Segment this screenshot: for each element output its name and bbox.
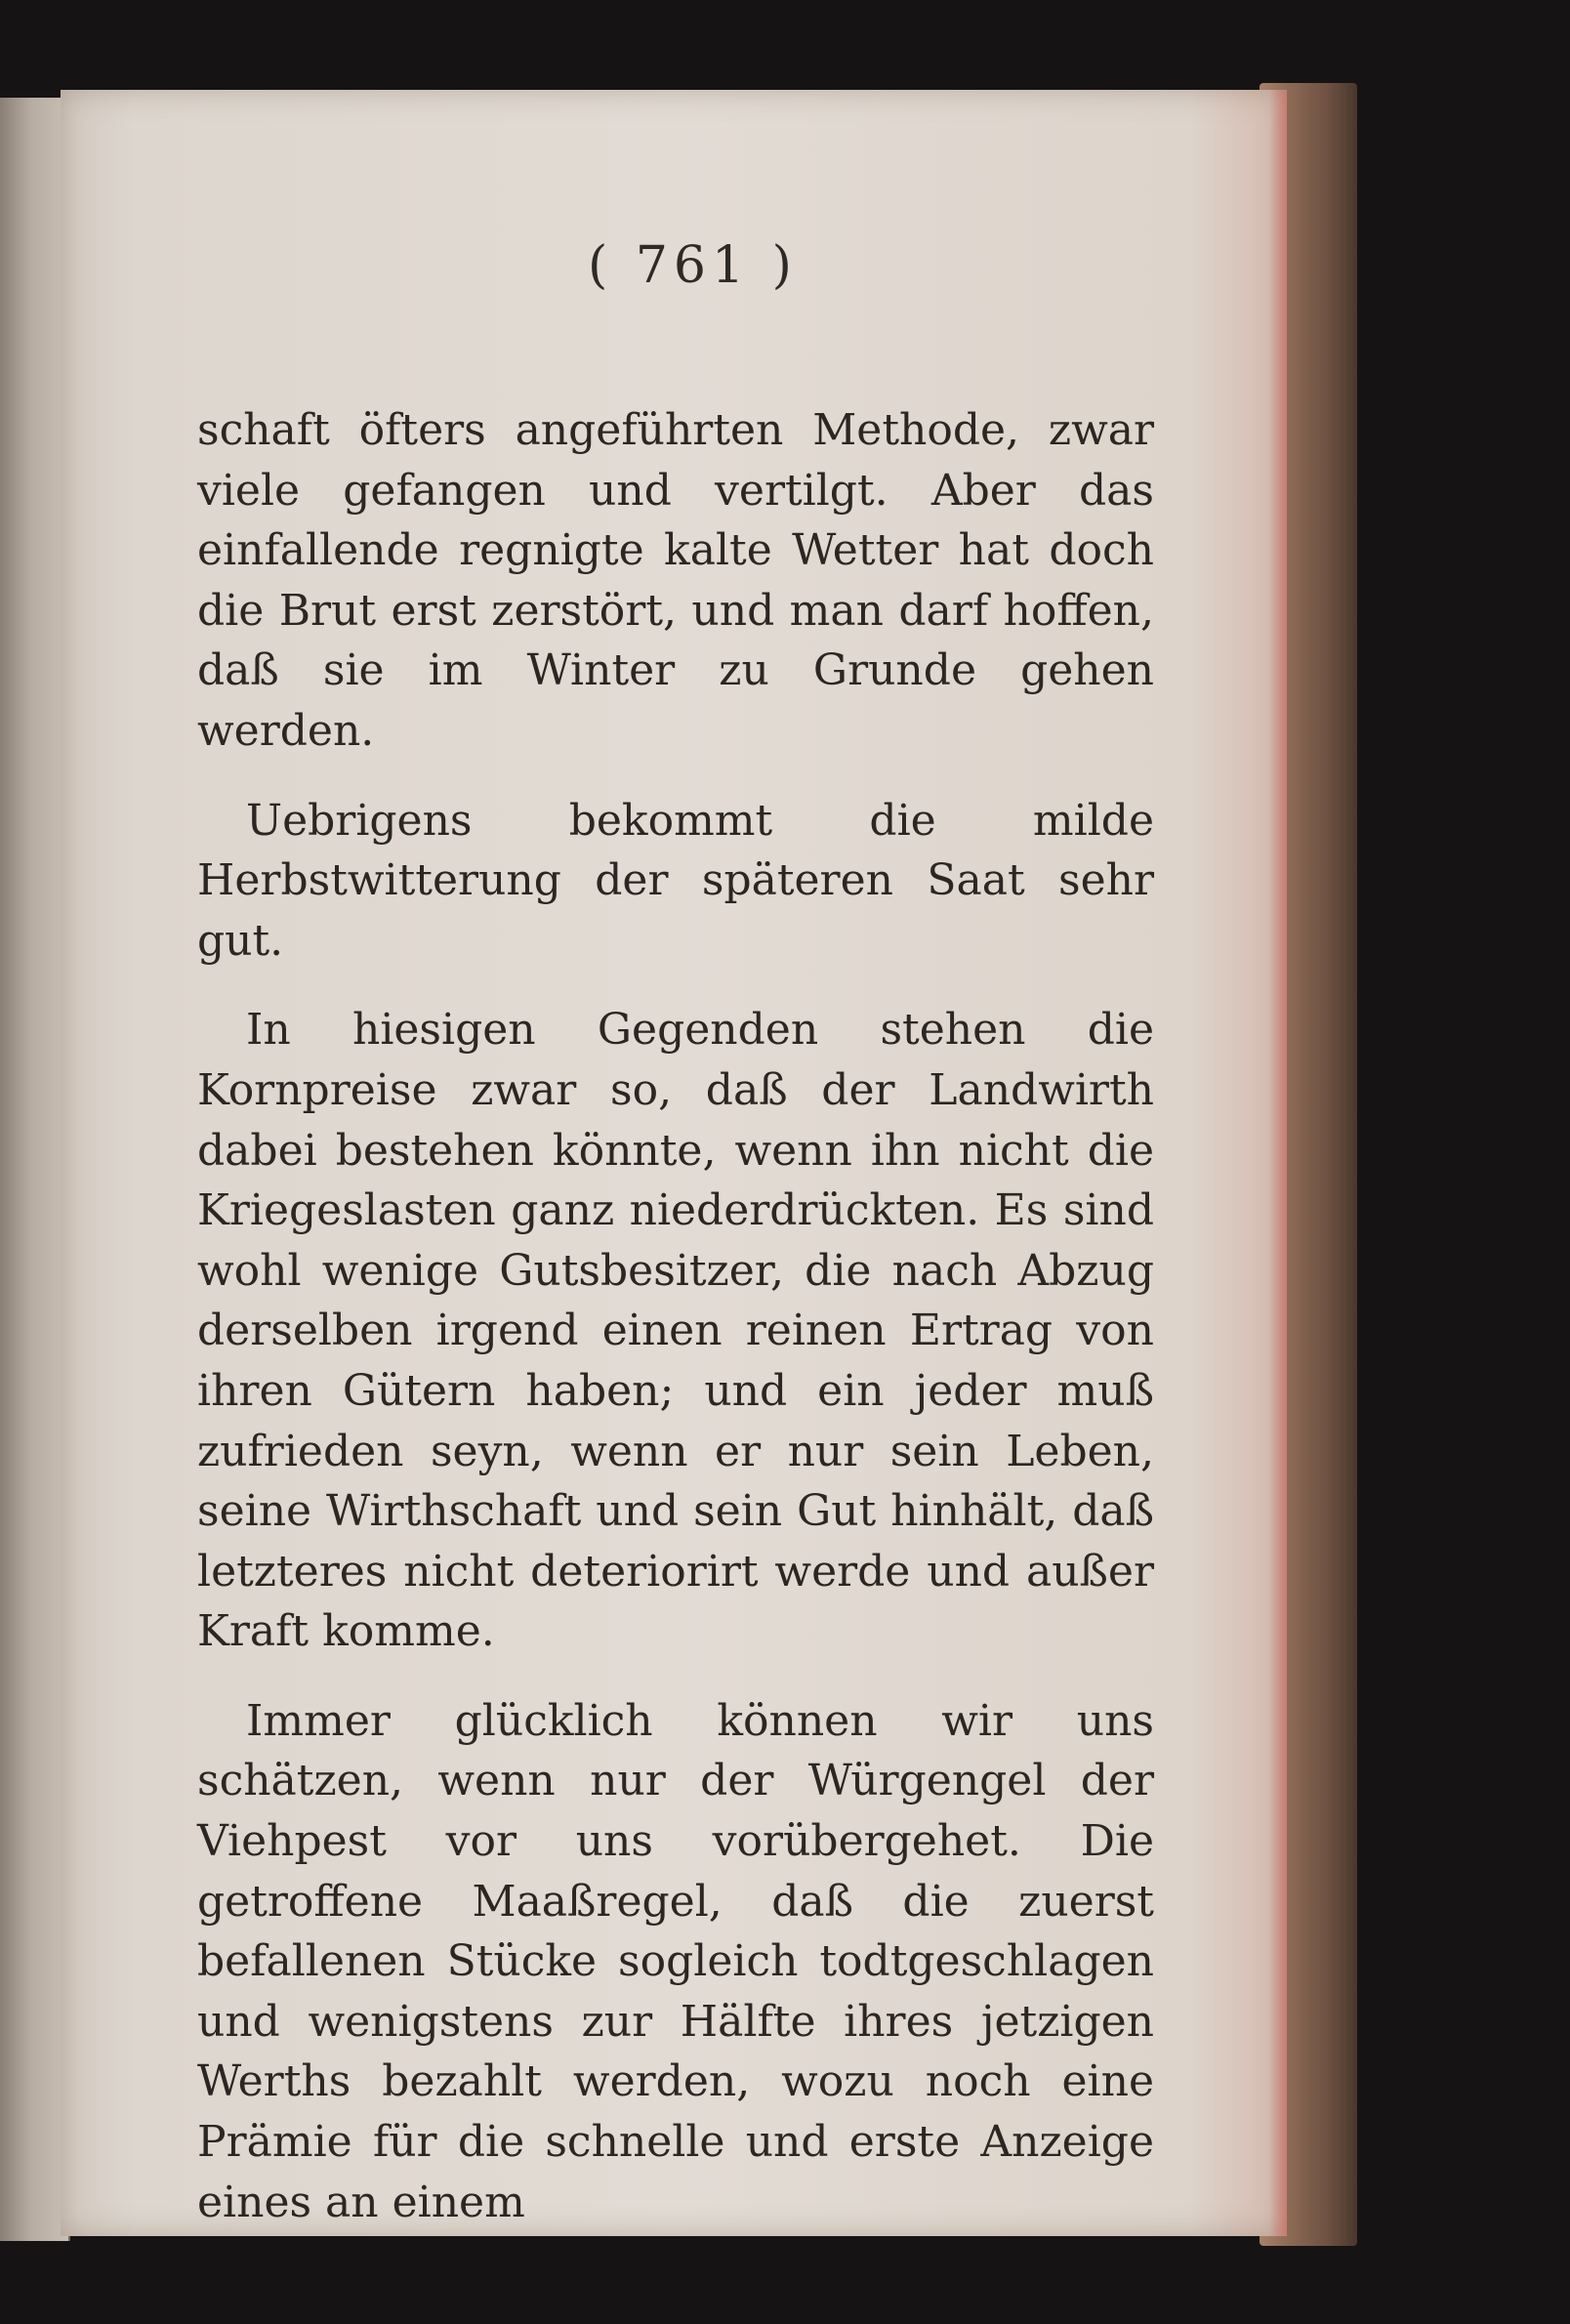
paragraph: In hiesigen Gegenden stehen die Kornpreise zwar so, daß der Landwirth dabei bestehen könnte, wenn ihn nicht die Kriegeslasten ganz niederdrückten. Es sind wohl wenige Gutsbesitzer, die nach Abzug derselben irgend einen reinen Ertrag von ihren Gütern haben; und ein jeder muß zufrieden seyn, wenn er nur sein Leben, seine Wirthschaft und sein Gut hinhält, daß letzteres nicht deteriorirt werde und außer Kraft komme. xyxy=(197,1005,1154,1657)
paragraph-continued: schaft öfters angeführten Methode, zwar viele gefangen und vertilgt. Aber das einfallende regnigte kalte Wetter hat doch die Brut erst zerstört, und man darf hoffen, daß sie im Winter zu Grunde gehen werden. xyxy=(197,405,1154,756)
page-number: ( 761 ) xyxy=(588,236,798,295)
paragraph: Uebrigens bekommt die milde Herbstwitterung der späteren Saat sehr gut. xyxy=(197,795,1154,966)
paragraph: Immer glücklich können wir uns schätzen, wenn nur der Würgengel der Viehpest vor uns vorübergehet. Die getroffene Maaßregel, daß die zuerst befallenen Stücke sogleich todtgeschlagen und wenigstens zur Hälfte ihres jetzigen Werths bezahlt werden, wozu noch eine Prämie für die schnelle und erste Anzeige eines an einem xyxy=(197,1695,1154,2227)
book-page xyxy=(61,90,1287,2236)
page-text xyxy=(197,400,1154,2262)
